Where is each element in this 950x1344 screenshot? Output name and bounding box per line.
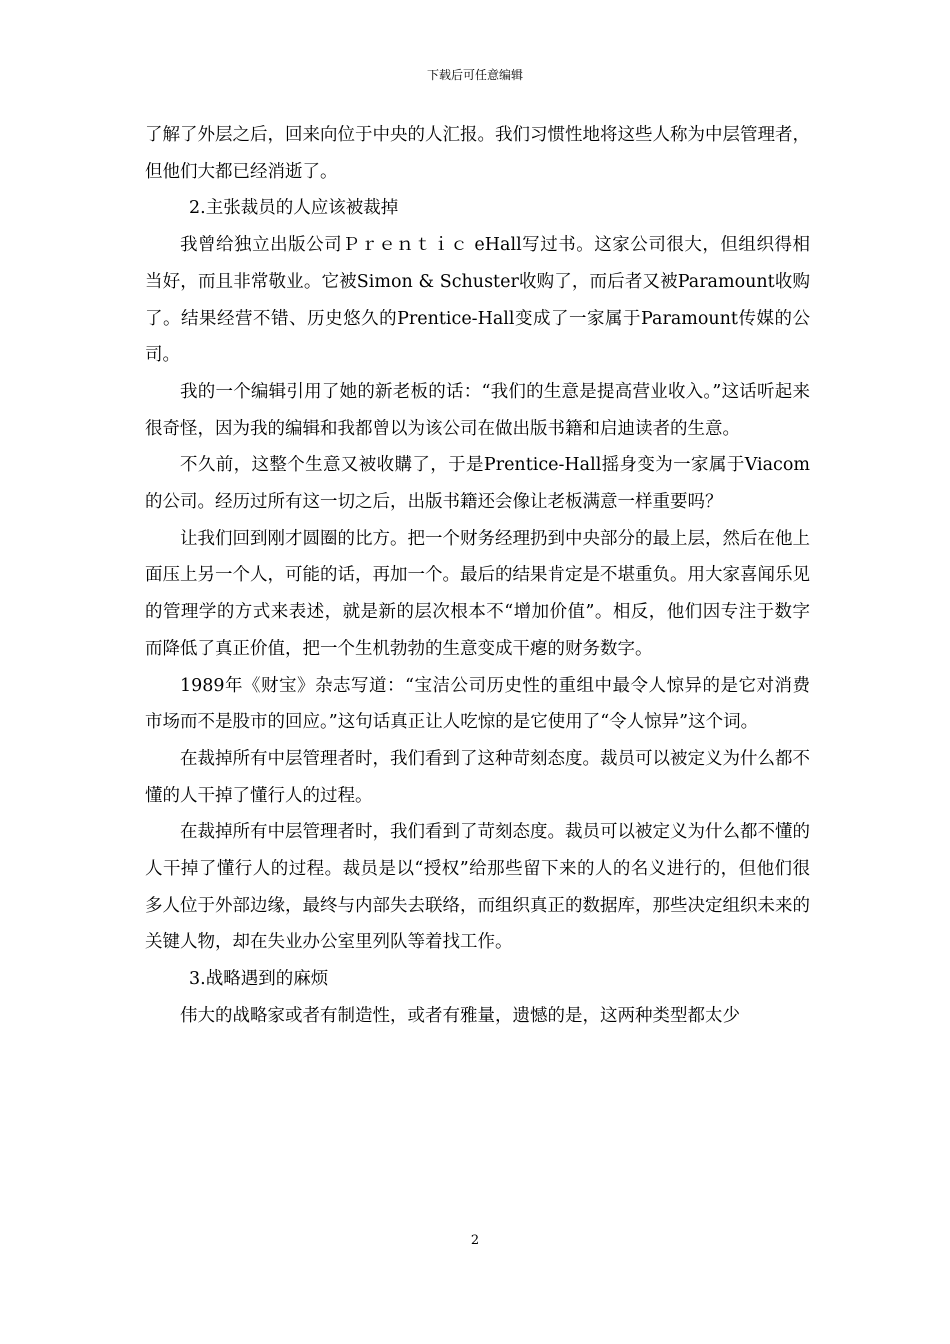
page-header: 下载后可任意编辑 [426,68,523,82]
paragraph: 不久前，这整个生意又被收購了，于是Prentice-Hall摇身变为一家属于Viacom的公司。经历过所有这一切之后，出版书籍还会像让老板满意一样重要吗？ [145,455,810,513]
section-heading: 3.战略遇到的麻烦 [189,969,329,990]
paragraph: 伟大的战略家或者有制造性，或者有雅量，遗憾的是，这两种类型都太少 [180,1005,740,1026]
paragraph: 1989年《财宝》杂志写道：“宝洁公司历史性的重组中最令人惊异的是它对消费市场而不是股市的回应。”这句话真正让人吃惊的是它使用了“令人惊异”这个词。 [145,675,810,733]
section-heading: 2.主张裁员的人应该被裁掉 [189,198,399,219]
document-body [145,117,810,1035]
paragraph: 在裁掉所有中层管理者时，我们看到了这种苛刻态度。裁员可以被定义为什么都不懂的人干掉了懂行人的过程。 [145,748,810,806]
page-number: 2 [470,1233,480,1248]
paragraph: 了解了外层之后，回来向位于中央的人汇报。我们习惯性地将这些人称为中层管理者，但他们大都已经消逝了。 [145,125,810,182]
paragraph: 我的一个编辑引用了她的新老板的话：“我们的生意是提高营业收入。”这话听起来很奇怪，因为我的编辑和我都曾以为该公司在做出版书籍和启迪读者的生意。 [145,381,810,439]
paragraph: 让我们回到刚才圆圈的比方。把一个财务经理扔到中央部分的最上层，然后在他上面压上另一个人，可能的话，再加一个。最后的结果肯定是不堪重负。用大家喜闻乐见的管理学的方式来表述，就是新的层次根本不“增加价值”。相反，他们因专注于数字而降低了真正价值，把一个生机勃勃的生意变成干瘪的财务数字。 [145,528,810,659]
paragraph: 在裁掉所有中层管理者时，我们看到了苛刻态度。裁员可以被定义为什么都不懂的人干掉了懂行人的过程。裁员是以“授权”给那些留下来的人的名义进行的，但他们很多人位于外部边缘，最终与内部失去联络，而组织真正的数据库，那些决定组织未来的关键人物，却在失业办公室里列队等着找工作。 [145,822,810,953]
paragraph: 我曾给独立出版公司Ｐｒｅｎｔｉｃ eHall写过书。这家公司很大，但组织得相当好，而且非常敬业。它被Simon & Schuster收购了，而后者又被Paramount收购了。结果经营不错、历史悠久的Prentice-Hall变成了一家属于Paramount传媒的公司。 [145,235,810,366]
